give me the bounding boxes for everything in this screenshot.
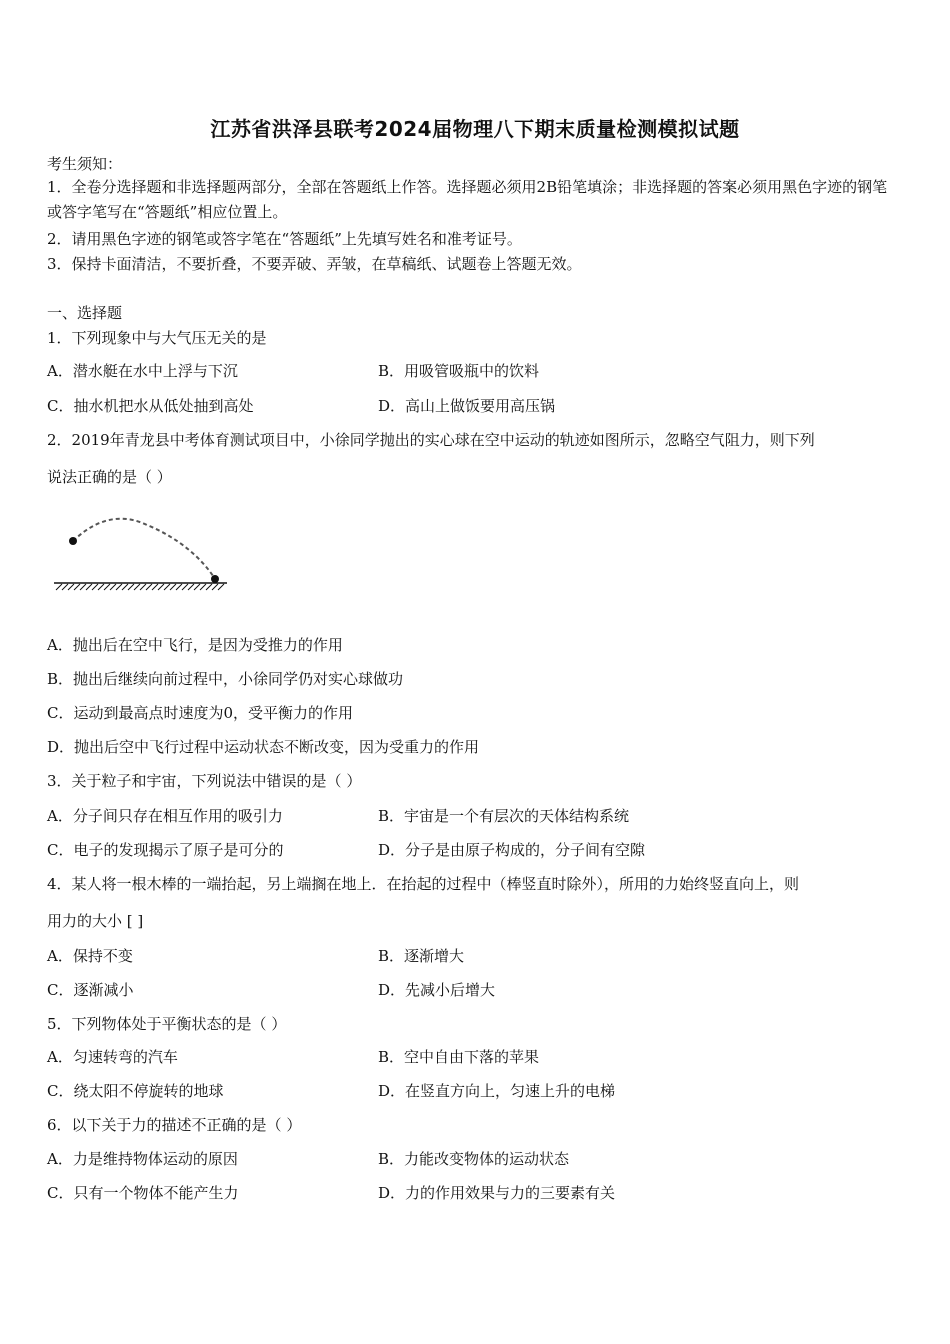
question-4-stem-line2: 用力的大小 [ ] (47, 912, 144, 930)
q6-option-a: A．力是维持物体运动的原因 (47, 1150, 238, 1168)
notice-item-3: 3．保持卡面清洁，不要折叠，不要弄破、弄皱，在草稿纸、试题卷上答题无效。 (47, 255, 582, 273)
q1-option-a: A．潜水艇在水中上浮与下沉 (47, 362, 238, 380)
question-2-stem-line2: 说法正确的是（ ） (47, 468, 172, 486)
q4-option-b: B．逐渐增大 (378, 947, 465, 965)
q2-option-c: C．运动到最高点时速度为0，受平衡力的作用 (47, 704, 354, 722)
q6-option-d: D．力的作用效果与力的三要素有关 (378, 1184, 616, 1202)
q4-option-c: C．逐渐减小 (47, 981, 134, 999)
ground-hatch (56, 584, 224, 590)
question-4-stem-line1: 4．某人将一根木棒的一端抬起，另上端搁在地上．在抬起的过程中（棒竖直时除外），所用的力始终竖直向上，则 (47, 875, 800, 893)
q2-option-a: A．抛出后在空中飞行，是因为受推力的作用 (47, 636, 343, 654)
ball-start (69, 537, 77, 545)
q1-option-c: C．抽水机把水从低处抽到高处 (47, 397, 254, 415)
question-2-stem-line1: 2．2019年青龙县中考体育测试项目中，小徐同学抛出的实心球在空中运动的轨迹如图所示，忽略空气阻力，则下列 (47, 431, 815, 449)
section-heading: 一、选择题 (47, 304, 123, 322)
question-6-stem: 6．以下关于力的描述不正确的是（ ） (47, 1116, 302, 1134)
page-title: 江苏省洪泽县联考2024届物理八下期末质量检测模拟试题 (210, 117, 740, 141)
q3-option-d: D．分子是由原子构成的，分子间有空隙 (378, 841, 646, 859)
q2-option-d: D．抛出后空中飞行过程中运动状态不断改变，因为受重力的作用 (47, 738, 480, 756)
notice-item-2: 2．请用黑色字迹的钢笔或答字笔在“答题纸”上先填写姓名和准考证号。 (47, 230, 522, 248)
q1-option-d: D．高山上做饭要用高压锅 (378, 397, 556, 415)
q2-option-b: B．抛出后继续向前过程中，小徐同学仍对实心球做功 (47, 670, 404, 688)
q3-option-a: A．分子间只存在相互作用的吸引力 (47, 807, 283, 825)
q6-option-b: B．力能改变物体的运动状态 (378, 1150, 570, 1168)
q3-option-b: B．宇宙是一个有层次的天体结构系统 (378, 807, 630, 825)
trajectory-path (73, 519, 215, 579)
q5-option-b: B．空中自由下落的苹果 (378, 1048, 540, 1066)
q5-option-d: D．在竖直方向上，匀速上升的电梯 (378, 1082, 616, 1100)
question-5-stem: 5．下列物体处于平衡状态的是（ ） (47, 1015, 287, 1033)
q4-option-d: D．先减小后增大 (378, 981, 496, 999)
q4-option-a: A．保持不变 (47, 947, 133, 965)
notice-item-1: 1．全卷分选择题和非选择题两部分，全部在答题纸上作答。选择题必须用2B铅笔填涂；非选择题的答案必须用黑色字迹的钢笔或答字笔写在“答题纸”相应位置上。 (47, 178, 888, 221)
q5-option-c: C．绕太阳不停旋转的地球 (47, 1082, 224, 1100)
q3-option-c: C．电子的发现揭示了原子是可分的 (47, 841, 284, 859)
q5-option-a: A．匀速转弯的汽车 (47, 1048, 178, 1066)
question-1-stem: 1．下列现象中与大气压无关的是 (47, 329, 267, 347)
ball-end (211, 575, 219, 583)
trajectory-figure (52, 513, 232, 593)
q6-option-c: C．只有一个物体不能产生力 (47, 1184, 239, 1202)
q1-option-b: B．用吸管吸瓶中的饮料 (378, 362, 540, 380)
question-3-stem: 3．关于粒子和宇宙，下列说法中错误的是（ ） (47, 772, 362, 790)
notice-heading: 考生须知： (47, 155, 123, 173)
